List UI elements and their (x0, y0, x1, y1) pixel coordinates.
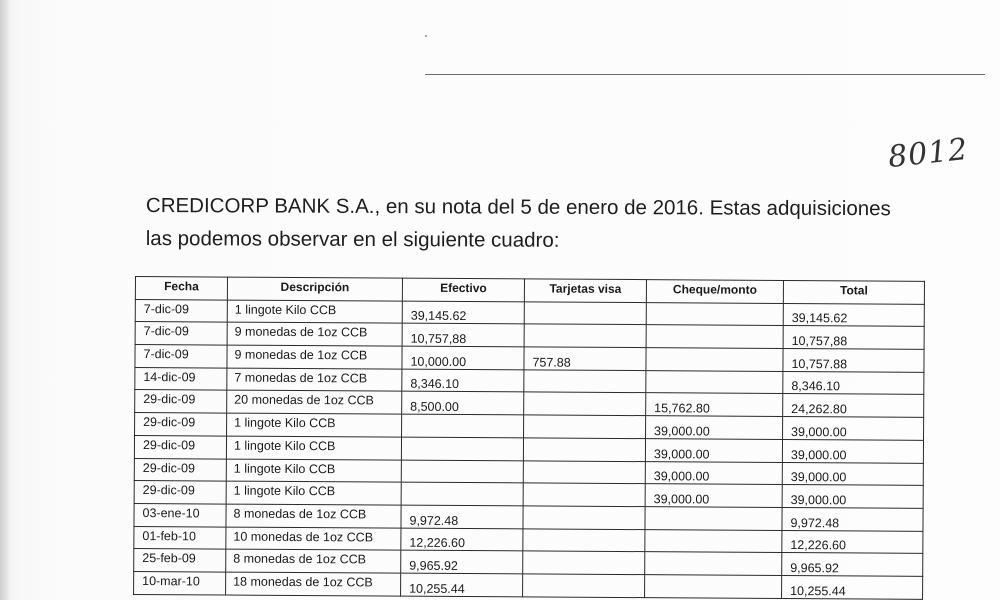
cell-cheque-monto (646, 302, 783, 326)
cell-total: 12,226.60 (782, 530, 923, 554)
header-total: Total (783, 280, 924, 304)
cell-descripcion: 1 lingote Kilo CCB (226, 459, 401, 483)
cell-tarjetas-visa (524, 415, 646, 438)
cell-fecha: 29-dic-09 (134, 481, 226, 504)
cell-cheque-monto (645, 575, 782, 599)
cell-cheque-monto: 39,000.00 (645, 461, 782, 485)
cell-cheque-monto (645, 552, 782, 576)
cell-total: 8,346.10 (783, 371, 924, 395)
cell-total: 10,757,88 (783, 326, 924, 350)
cell-total: 10,255.44 (782, 575, 923, 599)
cell-fecha: 29-dic-09 (135, 390, 227, 413)
purchases-table (133, 276, 925, 599)
cell-fecha: 25-feb-09 (134, 549, 226, 572)
intro-line-1: CREDICORP BANK S.A., en su nota del 5 de enero de 2016. Estas adquisiciones (145, 193, 891, 221)
cell-descripcion: 10 monedas de 1oz CCB (226, 527, 401, 551)
cell-fecha: 01-feb-10 (134, 526, 226, 549)
intro-line-2: las podemos observar en el siguiente cuadro: (145, 226, 560, 252)
cell-descripcion: 7 monedas de 1oz CCB (227, 368, 402, 392)
intro-paragraph (146, 189, 946, 258)
page-edge-shadow (0, 0, 10, 600)
cell-efectivo (402, 414, 524, 437)
cell-cheque-monto: 39,000.00 (646, 416, 783, 440)
cell-tarjetas-visa (523, 460, 645, 483)
cell-efectivo: 8,346.10 (402, 369, 524, 392)
cell-fecha: 29-dic-09 (135, 413, 227, 436)
cell-descripcion: 9 monedas de 1oz CCB (227, 322, 402, 346)
cell-descripcion: 1 lingote Kilo CCB (227, 413, 402, 437)
cell-efectivo: 10,000.00 (402, 346, 524, 369)
handwritten-page-number: 8012 (886, 131, 970, 176)
cell-fecha: 14-dic-09 (135, 367, 227, 390)
cell-efectivo: 10,757,88 (402, 324, 524, 347)
cell-descripcion: 8 monedas de 1oz CCB (226, 549, 401, 573)
cell-descripcion: 1 lingote Kilo CCB (227, 300, 402, 324)
header-tarjetas-visa: Tarjetas visa (524, 279, 646, 302)
cell-efectivo (401, 460, 523, 483)
cell-cheque-monto: 15,762.80 (646, 393, 783, 417)
cell-total: 9,965.92 (782, 553, 923, 577)
cell-efectivo (401, 437, 523, 460)
table-body (134, 299, 925, 599)
cell-cheque-monto (646, 325, 783, 349)
cell-tarjetas-visa (524, 392, 646, 415)
cell-fecha: 7-dic-09 (135, 322, 227, 345)
cell-tarjetas-visa (524, 324, 646, 347)
cell-descripcion: 1 lingote Kilo CCB (226, 436, 401, 460)
cell-total: 39,000.00 (782, 485, 923, 509)
cell-cheque-monto (645, 529, 782, 553)
cell-descripcion: 20 monedas de 1oz CCB (227, 391, 402, 415)
cell-efectivo: 39,145.62 (402, 301, 524, 324)
cell-descripcion: 8 monedas de 1oz CCB (226, 504, 401, 528)
cell-tarjetas-visa (523, 483, 645, 506)
cell-fecha: 29-dic-09 (134, 458, 226, 481)
purchases-table-wrap (133, 276, 925, 599)
header-descripcion: Descripción (227, 277, 402, 301)
cell-total: 39,145.62 (783, 303, 924, 327)
cell-fecha: 03-ene-10 (134, 503, 226, 526)
cell-total: 24,262.80 (783, 394, 924, 418)
cell-efectivo: 12,226.60 (401, 528, 523, 551)
cell-tarjetas-visa (524, 302, 646, 325)
cell-tarjetas-visa: 757.88 (524, 347, 646, 370)
cell-efectivo (401, 482, 523, 505)
cell-tarjetas-visa (524, 370, 646, 393)
cell-fecha: 7-dic-09 (135, 345, 227, 368)
cell-cheque-monto (645, 506, 782, 530)
cell-fecha: 29-dic-09 (134, 435, 226, 458)
top-rule-line (425, 74, 985, 75)
header-fecha: Fecha (135, 277, 227, 300)
cell-cheque-monto (646, 348, 783, 372)
cell-total: 39,000.00 (783, 417, 924, 441)
cell-tarjetas-visa (523, 551, 645, 574)
cell-efectivo: 9,965.92 (401, 550, 523, 573)
cell-efectivo: 9,972.48 (401, 505, 523, 528)
cell-descripcion: 1 lingote Kilo CCB (226, 481, 401, 505)
cell-tarjetas-visa (523, 574, 645, 597)
header-efectivo: Efectivo (402, 278, 524, 301)
cell-cheque-monto: 39,000.00 (645, 484, 782, 508)
scan-speck (425, 35, 427, 37)
cell-fecha: 10-mar-10 (134, 571, 226, 594)
cell-total: 39,000.00 (782, 439, 923, 463)
cell-efectivo: 10,255.44 (401, 573, 523, 596)
cell-cheque-monto: 39,000.00 (645, 438, 782, 462)
cell-cheque-monto (646, 370, 783, 394)
cell-total: 10,757.88 (783, 349, 924, 373)
header-cheque-monto: Cheque/monto (646, 280, 783, 304)
cell-total: 39,000.00 (782, 462, 923, 486)
cell-efectivo: 8,500.00 (402, 392, 524, 415)
cell-fecha: 7-dic-09 (135, 299, 227, 322)
cell-tarjetas-visa (523, 438, 645, 461)
cell-tarjetas-visa (523, 528, 645, 551)
cell-total: 9,972.48 (782, 507, 923, 531)
table-row (134, 571, 923, 599)
cell-descripcion: 18 monedas de 1oz CCB (226, 572, 401, 596)
cell-tarjetas-visa (523, 506, 645, 529)
cell-descripcion: 9 monedas de 1oz CCB (227, 345, 402, 369)
